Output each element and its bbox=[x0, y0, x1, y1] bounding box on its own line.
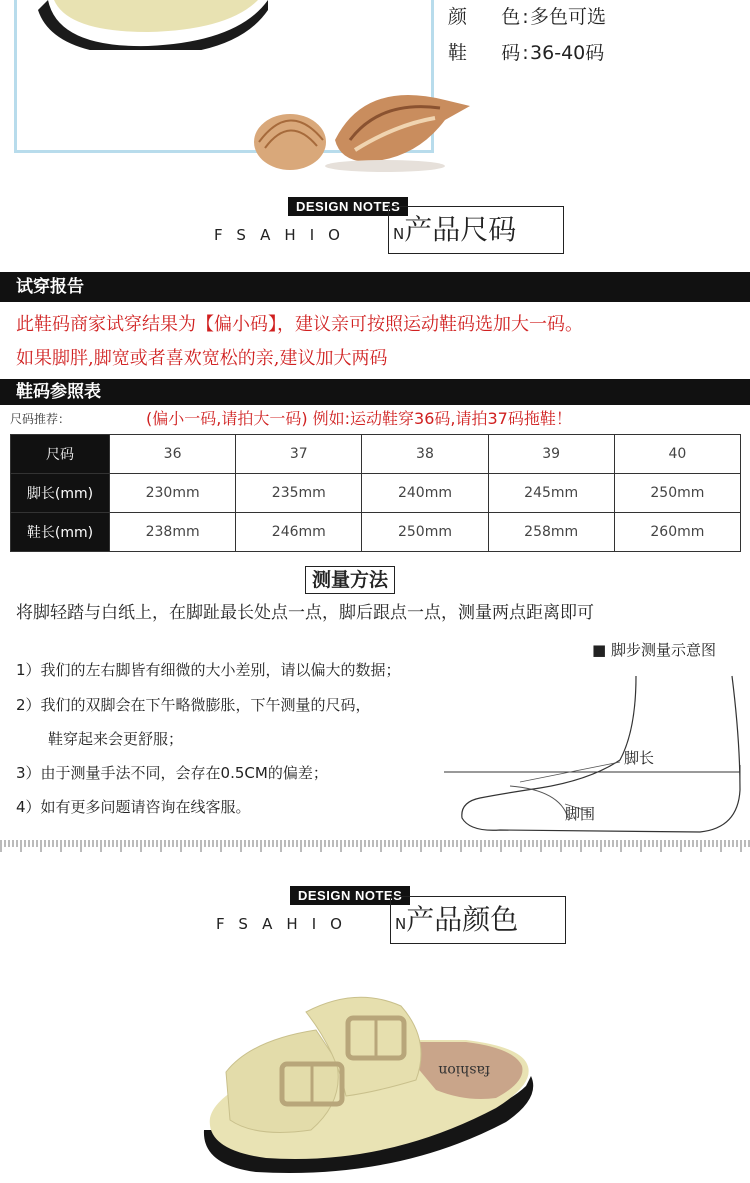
size-table bbox=[10, 434, 741, 552]
row-header: 尺码 bbox=[11, 435, 110, 474]
recommend-label: 尺码推荐： bbox=[10, 412, 71, 426]
measure-note-2: 2）我们的双脚会在下午略微膨胀，下午测量的尺码， bbox=[16, 696, 371, 714]
table-cell: 245mm bbox=[488, 474, 614, 513]
row-header: 鞋长(mm) bbox=[11, 513, 110, 552]
foot-length-label: 脚长 bbox=[624, 749, 655, 767]
table-cell: 37 bbox=[236, 435, 362, 474]
section-title-box: N产品尺码 bbox=[388, 206, 564, 254]
table-cell: 260mm bbox=[614, 513, 740, 552]
table-cell: 39 bbox=[488, 435, 614, 474]
measure-note-2b: 鞋穿起来会更舒服； bbox=[48, 730, 184, 748]
row-header: 脚长(mm) bbox=[11, 474, 110, 513]
measure-title: 测量方法 bbox=[305, 566, 395, 594]
insole-brand-text: fashion bbox=[438, 1062, 490, 1078]
table-cell: 250mm bbox=[362, 513, 488, 552]
table-cell: 230mm bbox=[110, 474, 236, 513]
fit-report-line1: 此鞋码商家试穿结果为【偏小码】，建议亲可按照运动鞋码选加大一码。 bbox=[16, 314, 583, 335]
measure-note-1: 1）我们的左右脚皆有细微的大小差别，请以偏大的数据； bbox=[16, 661, 401, 679]
slipper-bottom-image bbox=[18, 0, 278, 50]
spec-color-value: 多色可选 bbox=[530, 6, 607, 28]
fashion-letters: FSAHIO bbox=[214, 226, 354, 244]
recommend-note: (偏小一码,请拍大一码) 例如:运动鞋穿36码,请拍37码拖鞋！ bbox=[146, 409, 572, 428]
table-cell: 240mm bbox=[362, 474, 488, 513]
section-title: 产品尺码 bbox=[404, 213, 517, 246]
measure-intro: 将脚轻踏与白纸上，在脚趾最长处点一点，脚后跟点一点，测量两点距离即可 bbox=[16, 603, 594, 623]
table-cell: 238mm bbox=[110, 513, 236, 552]
fit-report-bar: 试穿报告 bbox=[0, 272, 750, 302]
design-notes-badge: DESIGN NOTES bbox=[290, 886, 410, 905]
ruler-divider bbox=[0, 840, 750, 854]
fashion-letters: FSAHIO bbox=[216, 915, 356, 933]
section-title-box: N产品颜色 bbox=[390, 896, 566, 944]
spec-color-row: 颜 色: 多色可选 bbox=[448, 6, 607, 28]
diagram-title: ■ 脚步测量示意图 bbox=[592, 641, 716, 659]
design-notes-badge: DESIGN NOTES bbox=[288, 197, 408, 216]
table-cell: 246mm bbox=[236, 513, 362, 552]
foot-girth-label: 脚围 bbox=[565, 805, 596, 823]
measure-note-3: 3）由于测量手法不同，会存在0.5CM的偏差； bbox=[16, 764, 328, 782]
fit-report-line2: 如果脚胖,脚宽或者喜欢宽松的亲,建议加大两码 bbox=[16, 348, 388, 369]
table-cell: 258mm bbox=[488, 513, 614, 552]
table-cell: 235mm bbox=[236, 474, 362, 513]
spec-size-value: 36-40码 bbox=[530, 42, 605, 64]
table-cell: 36 bbox=[110, 435, 236, 474]
table-cell: 40 bbox=[614, 435, 740, 474]
section-title: 产品颜色 bbox=[406, 903, 519, 936]
spec-size-row: 鞋 码: 36-40码 bbox=[448, 42, 605, 64]
size-chart-bar: 鞋码参照表 bbox=[0, 379, 750, 405]
slipper-product-image bbox=[196, 990, 546, 1180]
table-row bbox=[11, 513, 741, 552]
table-row bbox=[11, 435, 741, 474]
table-cell: 38 bbox=[362, 435, 488, 474]
divider bbox=[0, 300, 750, 302]
table-row bbox=[11, 474, 741, 513]
seashell-image bbox=[245, 70, 485, 180]
measure-note-4: 4）如有更多问题请咨询在线客服。 bbox=[16, 798, 251, 816]
table-cell: 250mm bbox=[614, 474, 740, 513]
